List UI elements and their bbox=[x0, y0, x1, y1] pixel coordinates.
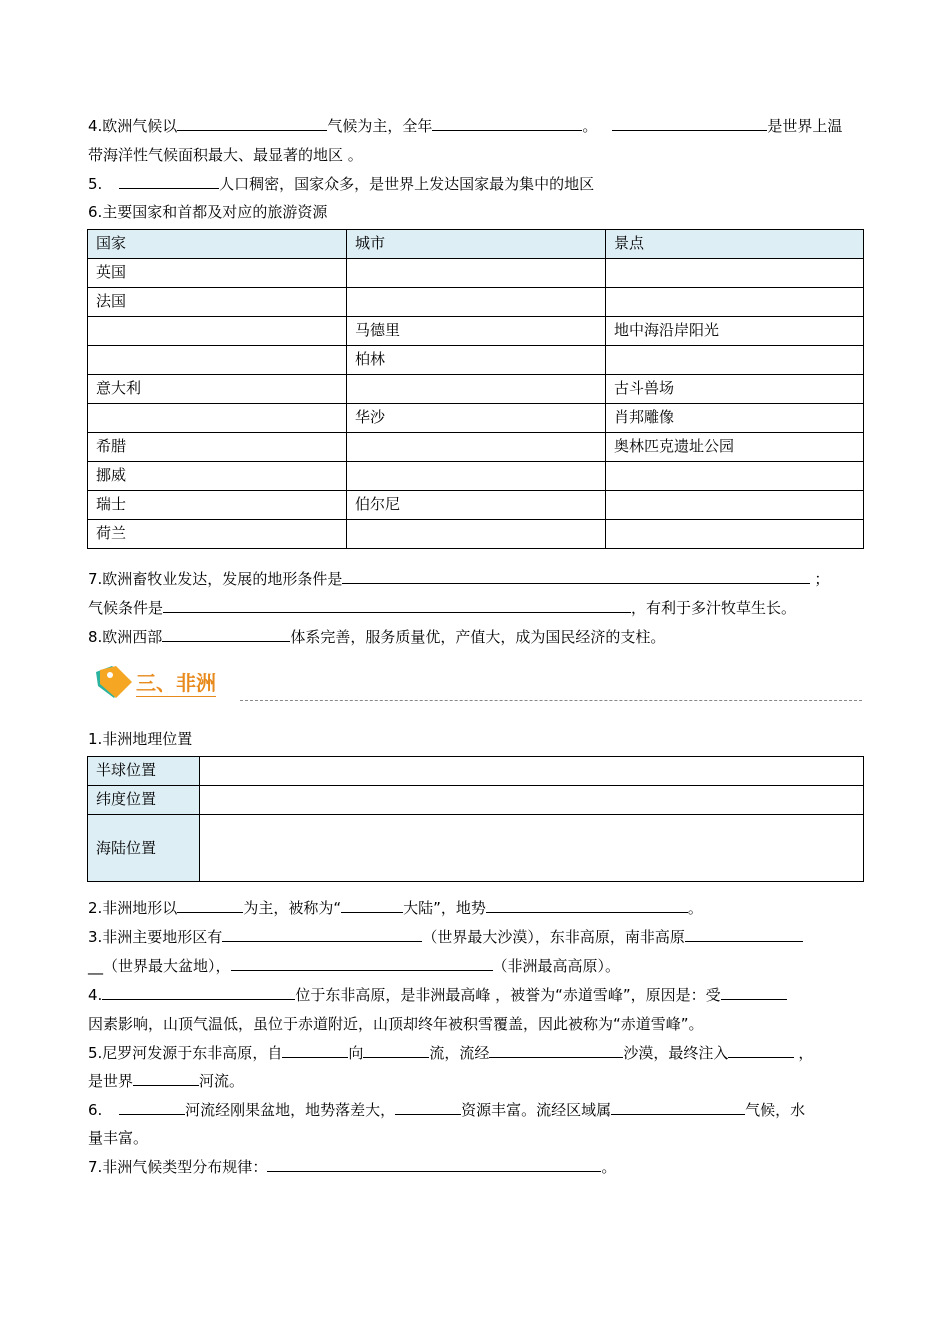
table-row bbox=[88, 317, 864, 346]
text: ， bbox=[798, 1044, 814, 1062]
table-cell: 瑞士 bbox=[88, 491, 347, 520]
table-cell: 古斗兽场 bbox=[606, 375, 864, 404]
table-row bbox=[88, 491, 864, 520]
answer-blank[interactable] bbox=[432, 116, 582, 131]
text: 大陆”，地势 bbox=[403, 899, 486, 917]
africa-q3-line2 bbox=[88, 956, 620, 976]
table-cell: 法国 bbox=[88, 288, 347, 317]
answer-blank[interactable] bbox=[341, 898, 403, 913]
header-cell: 国家 bbox=[88, 230, 347, 259]
table-row bbox=[88, 433, 864, 462]
table-row bbox=[88, 404, 864, 433]
europe-q7-line2 bbox=[88, 598, 796, 618]
table-cell: 地中海沿岸阳光 bbox=[606, 317, 864, 346]
europe-q8 bbox=[88, 627, 665, 647]
africa-q4-line1 bbox=[88, 985, 787, 1005]
text: 流，流经 bbox=[429, 1044, 490, 1062]
text: 2.非洲地形以 bbox=[88, 899, 178, 917]
text: 6.主要国家和首都及对应的旅游资源 bbox=[88, 203, 328, 221]
table-cell[interactable] bbox=[88, 346, 347, 375]
answer-blank[interactable] bbox=[489, 1043, 623, 1058]
text: 6. bbox=[88, 1101, 108, 1119]
answer-blank[interactable] bbox=[612, 116, 767, 131]
text: 5.尼罗河发源于东非高原，自 bbox=[88, 1044, 283, 1062]
table-row bbox=[88, 346, 864, 375]
table-row bbox=[88, 786, 864, 815]
text: 。 bbox=[687, 899, 703, 917]
africa-q7 bbox=[88, 1157, 616, 1177]
text: 4. bbox=[88, 986, 103, 1004]
text: 河流经刚果盆地，地势落差大， bbox=[185, 1101, 396, 1119]
section-divider bbox=[240, 700, 862, 701]
table-row bbox=[88, 288, 864, 317]
answer-blank[interactable] bbox=[342, 569, 810, 584]
tag-icon bbox=[92, 662, 134, 702]
table-cell[interactable] bbox=[606, 288, 864, 317]
table-cell: 柏林 bbox=[347, 346, 606, 375]
text: 8.欧洲西部 bbox=[88, 628, 163, 646]
table-cell: 英国 bbox=[88, 259, 347, 288]
table-cell: 伯尔尼 bbox=[347, 491, 606, 520]
section-title: 三、非洲 bbox=[136, 671, 216, 695]
answer-blank[interactable] bbox=[231, 956, 493, 971]
header-cell: 城市 bbox=[347, 230, 606, 259]
answer-cell[interactable] bbox=[200, 786, 864, 815]
row-label: 半球位置 bbox=[88, 757, 200, 786]
text: 人口稠密，国家众多，是世界上发达国家最为集中的地区 bbox=[219, 175, 595, 193]
header-cell: 景点 bbox=[606, 230, 864, 259]
text: 7.非洲气候类型分布规律： bbox=[88, 1158, 268, 1176]
answer-blank[interactable] bbox=[267, 1157, 601, 1172]
africa-q4-line2 bbox=[88, 1014, 704, 1034]
text: 气候条件是 bbox=[88, 599, 164, 617]
table-row bbox=[88, 815, 864, 882]
text: 量丰富。 bbox=[88, 1129, 149, 1147]
row-label: 纬度位置 bbox=[88, 786, 200, 815]
africa-q3-line1 bbox=[88, 927, 803, 947]
answer-cell[interactable] bbox=[200, 815, 864, 882]
answer-blank[interactable] bbox=[395, 1100, 461, 1115]
text: 体系完善，服务质量优，产值大，成为国民经济的支柱。 bbox=[290, 628, 666, 646]
text: 气候，水 bbox=[745, 1101, 806, 1119]
table-row bbox=[88, 375, 864, 404]
text: ，有利于多汁牧草生长。 bbox=[631, 599, 797, 617]
text: 气候为主，全年 bbox=[327, 117, 433, 135]
text: （世界最大沙漠），东非高原，南非高原 bbox=[422, 928, 685, 946]
text: （非洲最高高原）。 bbox=[492, 957, 621, 975]
table-cell[interactable] bbox=[606, 491, 864, 520]
section-heading bbox=[92, 662, 862, 702]
table-cell[interactable] bbox=[347, 288, 606, 317]
answer-cell[interactable] bbox=[200, 757, 864, 786]
europe-q6 bbox=[88, 202, 327, 222]
answer-blank[interactable] bbox=[102, 985, 295, 1000]
table-cell[interactable] bbox=[347, 375, 606, 404]
answer-blank[interactable] bbox=[119, 1100, 185, 1115]
answer-blank[interactable] bbox=[721, 985, 787, 1000]
table-cell: 马德里 bbox=[347, 317, 606, 346]
africa-q5-line2 bbox=[88, 1071, 244, 1091]
answer-blank[interactable] bbox=[363, 1043, 429, 1058]
text: 沙漠，最终注入 bbox=[623, 1044, 729, 1062]
table-cell: 华沙 bbox=[347, 404, 606, 433]
text: 4.欧洲气候以 bbox=[88, 117, 178, 135]
table-row bbox=[88, 757, 864, 786]
text: 河流。 bbox=[199, 1072, 245, 1090]
table-cell: 希腊 bbox=[88, 433, 347, 462]
answer-blank[interactable] bbox=[162, 627, 290, 642]
table-cell: 荷兰 bbox=[88, 520, 347, 549]
europe-q7-line1 bbox=[88, 569, 829, 589]
table-cell: 挪威 bbox=[88, 462, 347, 491]
africa-q2 bbox=[88, 898, 703, 918]
africa-q5-line1 bbox=[88, 1043, 813, 1063]
table-cell: 奥林匹克遗址公园 bbox=[606, 433, 864, 462]
answer-blank[interactable] bbox=[222, 927, 422, 942]
table-cell[interactable] bbox=[606, 346, 864, 375]
answer-blank[interactable] bbox=[163, 598, 631, 613]
text: ； bbox=[814, 570, 830, 588]
answer-blank[interactable] bbox=[177, 116, 327, 131]
text: 是世界上温 bbox=[767, 117, 843, 135]
text: 带海洋性气候面积最大、最显著的地区 。 bbox=[88, 146, 363, 164]
table-row bbox=[88, 520, 864, 549]
europe-country-table bbox=[87, 229, 864, 549]
answer-blank[interactable] bbox=[728, 1043, 794, 1058]
text: 。 bbox=[601, 1158, 617, 1176]
table-cell[interactable] bbox=[347, 433, 606, 462]
text: 5. bbox=[88, 175, 108, 193]
answer-blank[interactable] bbox=[685, 927, 803, 942]
table-cell: 肖邦雕像 bbox=[606, 404, 864, 433]
table-cell[interactable] bbox=[606, 462, 864, 491]
text: 向 bbox=[348, 1044, 364, 1062]
africa-q1 bbox=[88, 729, 192, 749]
row-label: 海陆位置 bbox=[88, 815, 200, 882]
table-cell[interactable] bbox=[347, 520, 606, 549]
table-cell[interactable] bbox=[606, 520, 864, 549]
africa-position-table bbox=[87, 756, 864, 882]
text: 7.欧洲畜牧业发达，发展的地形条件是 bbox=[88, 570, 343, 588]
text: 3.非洲主要地形区有 bbox=[88, 928, 223, 946]
answer-blank[interactable] bbox=[177, 898, 243, 913]
text: 为主，被称为“ bbox=[243, 899, 342, 917]
answer-blank[interactable] bbox=[486, 898, 688, 913]
table-row bbox=[88, 259, 864, 288]
table-header-row bbox=[88, 230, 864, 259]
table-cell[interactable] bbox=[88, 404, 347, 433]
table-row bbox=[88, 462, 864, 491]
answer-blank[interactable] bbox=[119, 174, 219, 189]
table-cell[interactable] bbox=[347, 462, 606, 491]
text: 位于东非高原，是非洲最高峰 ，被誉为“赤道雪峰”，原因是：受 bbox=[295, 986, 721, 1004]
table-cell[interactable] bbox=[606, 259, 864, 288]
text: 1.非洲地理位置 bbox=[88, 730, 193, 748]
answer-blank[interactable] bbox=[133, 1071, 199, 1086]
europe-q5 bbox=[88, 174, 594, 194]
table-cell[interactable] bbox=[347, 259, 606, 288]
text: 因素影响，山顶气温低，虽位于赤道附近，山顶却终年被积雪覆盖，因此被称为“赤道雪峰”。 bbox=[88, 1015, 704, 1033]
table-cell: 意大利 bbox=[88, 375, 347, 404]
africa-q6-line1 bbox=[88, 1100, 805, 1120]
text: 资源丰富。流经区域属 bbox=[461, 1101, 612, 1119]
text: 。 bbox=[582, 117, 598, 135]
europe-q4-line1 bbox=[88, 116, 842, 136]
text: __（世界最大盆地）， bbox=[88, 957, 231, 975]
africa-q6-line2 bbox=[88, 1128, 148, 1148]
europe-q4-line2 bbox=[88, 145, 363, 165]
answer-blank[interactable] bbox=[282, 1043, 348, 1058]
answer-blank[interactable] bbox=[611, 1100, 745, 1115]
table-cell[interactable] bbox=[88, 317, 347, 346]
text: 是世界 bbox=[88, 1072, 134, 1090]
